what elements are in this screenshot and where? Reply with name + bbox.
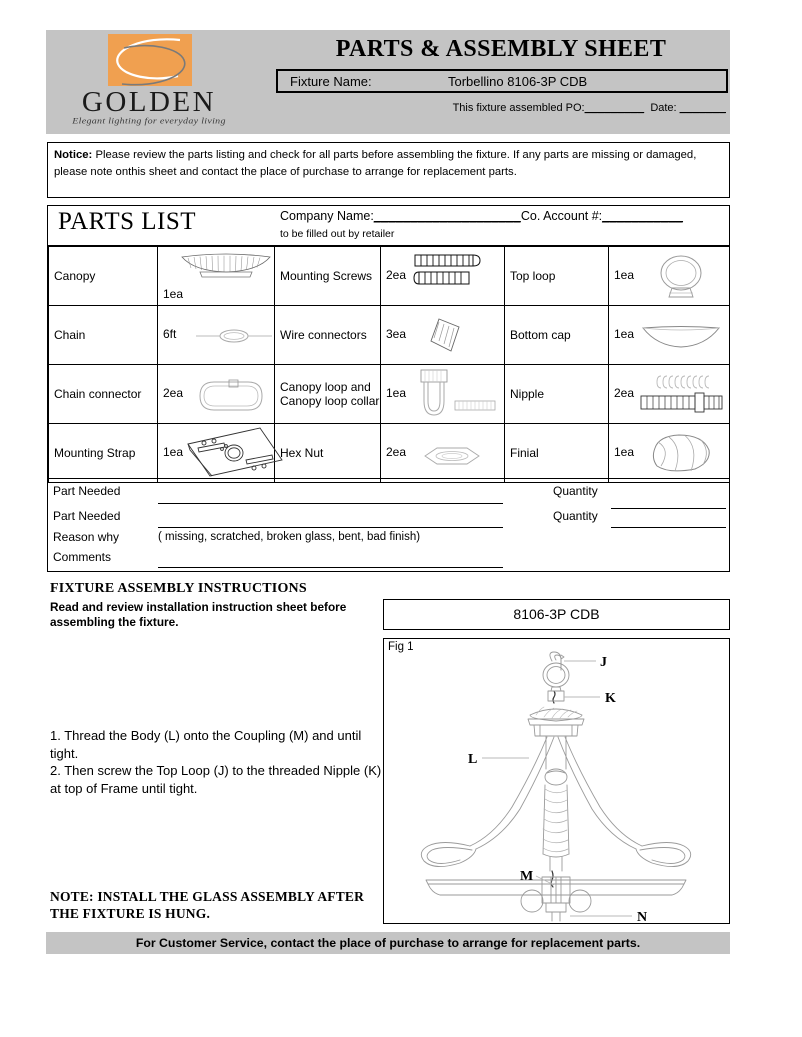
- glass-assembly-note: NOTE: INSTALL THE GLASS ASSEMBLY AFTER THE FIXTURE IS HUNG.: [50, 889, 365, 921]
- mounting-strap-icon: [184, 426, 286, 480]
- account-blank[interactable]: ___________: [602, 209, 684, 223]
- part-art-cell: [381, 306, 505, 365]
- part-name-cell: [49, 424, 158, 483]
- figure-label: Fig 1: [388, 641, 414, 653]
- part-name-label: Bottom cap: [510, 328, 571, 342]
- account-label: Co. Account #:: [520, 209, 603, 223]
- part-art-cell: [381, 365, 505, 424]
- company-name-label: Company Name:: [280, 209, 374, 223]
- part-name-cell: [275, 247, 381, 306]
- part-qty-label: 2ea: [386, 268, 407, 282]
- instructions-steps: [50, 727, 385, 797]
- part-name-cell: [505, 306, 609, 365]
- nipple-icon: [637, 370, 729, 418]
- part-needed-input-2[interactable]: [158, 527, 503, 528]
- logo-wordmark: GOLDEN: [81, 86, 217, 118]
- part-qty-label: 1ea: [386, 386, 407, 400]
- part-name-cell: [275, 306, 381, 365]
- quantity-label-1: Quantity: [553, 484, 598, 498]
- part-needed-label-1: Part Needed: [53, 484, 121, 498]
- part-name-cell: [505, 424, 609, 483]
- instruction-step-1: 1. Thread the Body (L) onto the Coupling (M) and until tight.: [50, 728, 362, 761]
- po-date-line: [276, 102, 728, 114]
- bottom-cap-icon: [641, 324, 721, 350]
- mounting-screws-icon: [411, 252, 503, 300]
- company-name-blank[interactable]: ____________________: [373, 209, 521, 223]
- parts-list-frame: [47, 205, 730, 572]
- notice-text: Please review the parts listing and check for all parts before assembling the fixture. If any parts are missing or damaged, please note onthis sheet and contact the place of purchase to arrange for replacement parts.: [54, 149, 697, 178]
- canopy-loop-icon: [411, 367, 499, 421]
- reason-why-label: Reason why: [53, 530, 120, 544]
- part-name-cell: [275, 365, 381, 424]
- quantity-input-2[interactable]: [611, 527, 726, 528]
- hex-nut-icon: [423, 444, 483, 468]
- part-name-cell: [275, 424, 381, 483]
- part-needed-label-2: Part Needed: [53, 509, 121, 523]
- part-name-label: Finial: [510, 446, 539, 460]
- part-needed-input-1[interactable]: [158, 503, 503, 504]
- retailer-note: to be filled out by retailer: [280, 228, 395, 240]
- wire-connector-icon: [425, 317, 481, 357]
- callout-J: J: [600, 655, 607, 670]
- part-name-label: Canopy: [54, 269, 96, 283]
- part-name-cell: [505, 247, 609, 306]
- date-label: Date:: [650, 102, 677, 114]
- po-label: This fixture assembled PO:: [452, 102, 585, 114]
- customer-service-banner: For Customer Service, contact the place of purchase to arrange for replacement parts.: [46, 932, 730, 954]
- table-row: [49, 306, 730, 365]
- comments-label: Comments: [53, 550, 112, 564]
- part-qty-label: 2ea: [386, 445, 407, 459]
- fixture-name-value: Torbellino 8106-3P CDB: [448, 74, 588, 89]
- part-name-label: Chain connector: [54, 387, 142, 401]
- notice-label: Notice:: [54, 149, 93, 161]
- part-qty-label: 2ea: [614, 386, 635, 400]
- table-row: [49, 247, 730, 306]
- model-number-box: 8106-3P CDB: [383, 599, 730, 630]
- part-name-cell: [49, 247, 158, 306]
- notice-box: [47, 142, 730, 198]
- chandelier-diagram: [384, 639, 728, 922]
- part-name-cell: [505, 365, 609, 424]
- part-name-label: Top loop: [510, 269, 556, 283]
- part-art-cell: [609, 247, 730, 306]
- table-row: [49, 424, 730, 483]
- company-name-field: [280, 209, 683, 223]
- parts-list-title: PARTS LIST: [58, 208, 197, 235]
- golden-logo: [54, 32, 244, 132]
- callout-N: N: [637, 910, 648, 922]
- part-name-cell: [49, 365, 158, 424]
- form-separator: [48, 478, 729, 479]
- quantity-input-1[interactable]: [611, 508, 726, 509]
- fixture-name-box: [276, 69, 728, 93]
- parts-table: [48, 246, 730, 483]
- part-name-label: Hex Nut: [280, 446, 324, 460]
- header-band: [46, 30, 730, 134]
- part-name-label: Canopy loop and Canopy loop collar: [280, 380, 380, 408]
- part-qty-label: 6ft: [163, 327, 177, 341]
- finial-icon: [645, 432, 715, 476]
- date-blank[interactable]: _______: [679, 102, 726, 114]
- part-name-cell: [49, 306, 158, 365]
- chain-connector-icon: [198, 378, 268, 414]
- logo-tagline: Elegant lighting for everyday living: [72, 116, 226, 127]
- part-art-cell: [381, 424, 505, 483]
- callout-M: M: [520, 869, 534, 884]
- po-blank[interactable]: _________: [584, 102, 645, 114]
- callout-L: L: [468, 752, 478, 767]
- part-art-cell: [609, 306, 730, 365]
- instruction-step-2: 2. Then screw the Top Loop (J) to the threaded Nipple (K) at top of Frame until tight.: [50, 763, 382, 796]
- part-qty-label: 1ea: [614, 327, 635, 341]
- reason-options: ( missing, scratched, broken glass, bent, bad finish): [158, 531, 421, 543]
- part-qty-label: 3ea: [386, 327, 407, 341]
- part-art-cell: [381, 247, 505, 306]
- callout-K: K: [605, 691, 616, 706]
- part-qty-label: 2ea: [163, 386, 184, 400]
- part-qty-label: 1ea: [614, 445, 635, 459]
- part-qty-label: 1ea: [614, 268, 635, 282]
- part-art-cell: [609, 365, 730, 424]
- quantity-label-2: Quantity: [553, 509, 598, 523]
- page-title: PARTS & ASSEMBLY SHEET: [335, 36, 667, 62]
- figure-box: [383, 638, 730, 924]
- top-loop-icon: [649, 253, 713, 301]
- chain-icon: [194, 326, 274, 346]
- part-art-cell: [609, 424, 730, 483]
- part-name-label: Mounting Screws: [280, 269, 373, 283]
- comments-input[interactable]: [158, 567, 503, 568]
- part-art-cell: [158, 306, 275, 365]
- instructions-subheading: Read and review installation instruction sheet before assembling the fixture.: [50, 600, 347, 629]
- parts-list-header: [48, 206, 729, 246]
- part-name-label: Nipple: [510, 387, 545, 401]
- instructions-heading: FIXTURE ASSEMBLY INSTRUCTIONS: [50, 581, 307, 596]
- fixture-name-label: Fixture Name:: [290, 74, 372, 89]
- canopy-icon: [180, 253, 272, 279]
- part-name-label: Mounting Strap: [54, 446, 136, 460]
- part-name-label: Wire connectors: [280, 328, 367, 342]
- logo-swoosh-icon: [102, 34, 198, 92]
- part-qty-label: 1ea: [163, 287, 184, 301]
- part-art-cell: [158, 247, 275, 306]
- table-row: [49, 365, 730, 424]
- part-name-label: Chain: [54, 328, 86, 342]
- part-art-cell: [158, 424, 275, 483]
- claim-form: [48, 478, 729, 572]
- part-art-cell: [158, 365, 275, 424]
- part-qty-label: 1ea: [163, 445, 184, 459]
